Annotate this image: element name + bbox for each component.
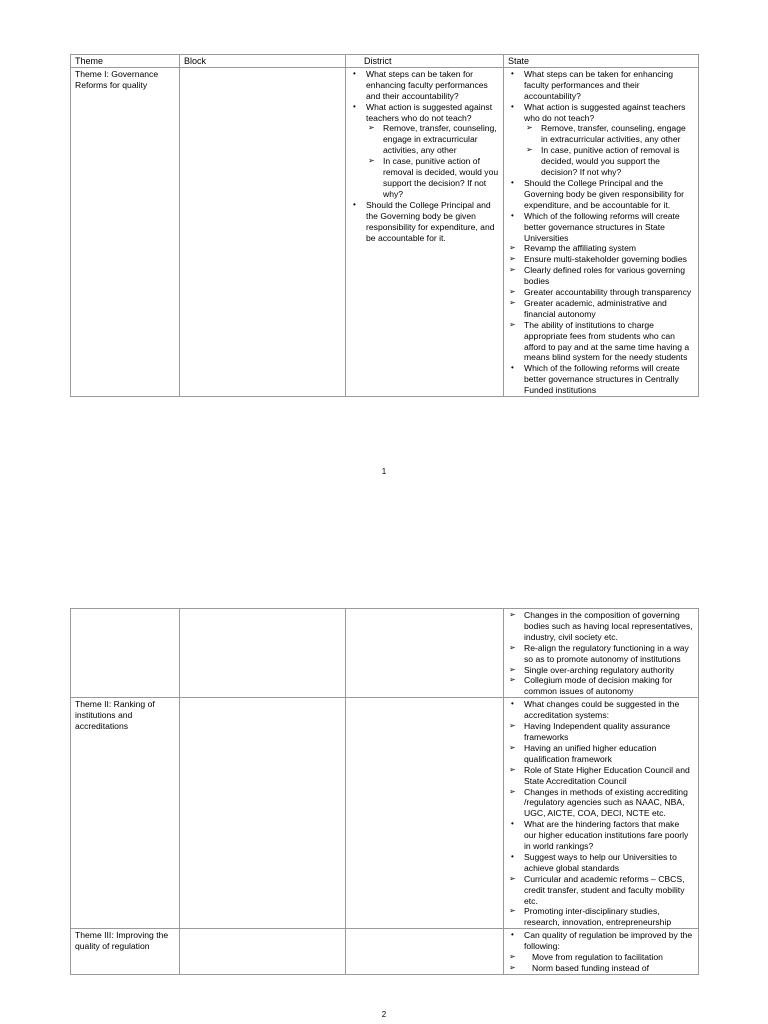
district-cell xyxy=(346,609,504,698)
list-item: ➢ In case, punitive action of removal is decided, would you support the decision? If not why? xyxy=(350,156,499,200)
list-item: ➢ Changes in the composition of governing bodies such as having local representatives, industry, civil society etc. xyxy=(508,610,694,643)
list-item: ➢ Re-align the regulatory functioning in a way so as to promote autonomy of institutions xyxy=(508,643,694,665)
header-theme: Theme xyxy=(71,55,180,68)
list-item: • What action is suggested against teachers who do not teach? xyxy=(508,102,694,124)
table-row xyxy=(71,929,699,975)
list-item: • Which of the following reforms will create better governance structures in State Universities xyxy=(508,211,694,244)
state-cell xyxy=(504,609,699,698)
header-state: State xyxy=(504,55,699,68)
list-item: ➢ Role of State Higher Education Council and State Accreditation Council xyxy=(508,765,694,787)
block-cell xyxy=(180,698,346,929)
state-cell xyxy=(504,929,699,975)
list-item: ➢ Move from regulation to facilitation xyxy=(508,952,694,963)
list-item: • What changes could be suggested in the accreditation systems: xyxy=(508,699,694,721)
list-item: • Can quality of regulation be improved by the following: xyxy=(508,930,694,952)
list-item: • Which of the following reforms will create better governance structures in Centrally Funded institutions xyxy=(508,363,694,396)
list-item: ➢ Clearly defined roles for various governing bodies xyxy=(508,265,694,287)
list-item: ➢ The ability of institutions to charge appropriate fees from students who can afford to pay and at the same time having a means blind system for the needy students xyxy=(508,320,694,364)
list-item: ➢ Collegium mode of decision making for common issues of autonomy xyxy=(508,675,694,697)
state-cell xyxy=(504,698,699,929)
list-item: ➢ Norm based funding instead of xyxy=(508,963,694,974)
list-item: ➢ Having an unified higher education qualification framework xyxy=(508,743,694,765)
list-item: • What steps can be taken for enhancing faculty performances and their accountability? xyxy=(350,69,499,102)
district-cell xyxy=(346,67,504,396)
list-item: ➢ In case, punitive action of removal is decided, would you support the decision? If not why? xyxy=(508,145,694,178)
list-item: • Should the College Principal and the Governing body be given responsibility for expenditure, and be accountable for it. xyxy=(350,200,499,244)
block-cell xyxy=(180,609,346,698)
page-number: 2 xyxy=(381,1010,387,1019)
theme-title: Theme III: Improving the quality of regulation xyxy=(71,929,180,975)
block-cell xyxy=(180,929,346,975)
list-item: ➢ Greater academic, administrative and financial autonomy xyxy=(508,298,694,320)
district-cell xyxy=(346,929,504,975)
table-row xyxy=(71,698,699,929)
theme-cell xyxy=(71,609,180,698)
block-cell xyxy=(180,67,346,396)
list-item: ➢ Single over-arching regulatory authority xyxy=(508,665,694,676)
list-item: • What action is suggested against teachers who do not teach? xyxy=(350,102,499,124)
theme-title: Theme II: Ranking of institutions and accreditations xyxy=(71,698,180,929)
list-item: • What are the hindering factors that make our higher education institutions fare poorly in world rankings? xyxy=(508,819,694,852)
list-item: • Should the College Principal and the Governing body be given responsibility for expenditure, and be accountable for it. xyxy=(508,178,694,211)
header-row xyxy=(71,55,699,68)
theme-title: Theme I: Governance Reforms for quality xyxy=(71,67,180,396)
list-item: • Suggest ways to help our Universities to achieve global standards xyxy=(508,852,694,874)
table-row xyxy=(71,67,699,396)
page1-table xyxy=(70,54,699,397)
list-item: ➢ Greater accountability through transparency xyxy=(508,287,694,298)
list-item: ➢ Changes in methods of existing accrediting /regulatory agencies such as NAAC, NBA, UGC, AICTE, COA, DECI, NCTE etc. xyxy=(508,787,694,820)
page-number: 1 xyxy=(381,467,387,476)
list-item: • What steps can be taken for enhancing faculty performances and their accountability? xyxy=(508,69,694,102)
state-cell xyxy=(504,67,699,396)
list-item: ➢ Remove, transfer, counseling, engage in extracurricular activities, any other xyxy=(350,123,499,156)
header-block: Block xyxy=(180,55,346,68)
district-cell xyxy=(346,698,504,929)
page2-table xyxy=(70,608,699,975)
list-item: ➢ Promoting inter-disciplinary studies, research, innovation, entrepreneurship xyxy=(508,906,694,928)
list-item: ➢ Curricular and academic reforms – CBCS, credit transfer, student and faculty mobility etc. xyxy=(508,874,694,907)
list-item: ➢ Having Independent quality assurance frameworks xyxy=(508,721,694,743)
list-item: ➢ Ensure multi-stakeholder governing bodies xyxy=(508,254,694,265)
table-row xyxy=(71,609,699,698)
list-item: ➢ Remove, transfer, counseling, engage in extracurricular activities, any other xyxy=(508,123,694,145)
list-item: ➢ Revamp the affiliating system xyxy=(508,243,694,254)
header-district: District xyxy=(346,55,504,68)
